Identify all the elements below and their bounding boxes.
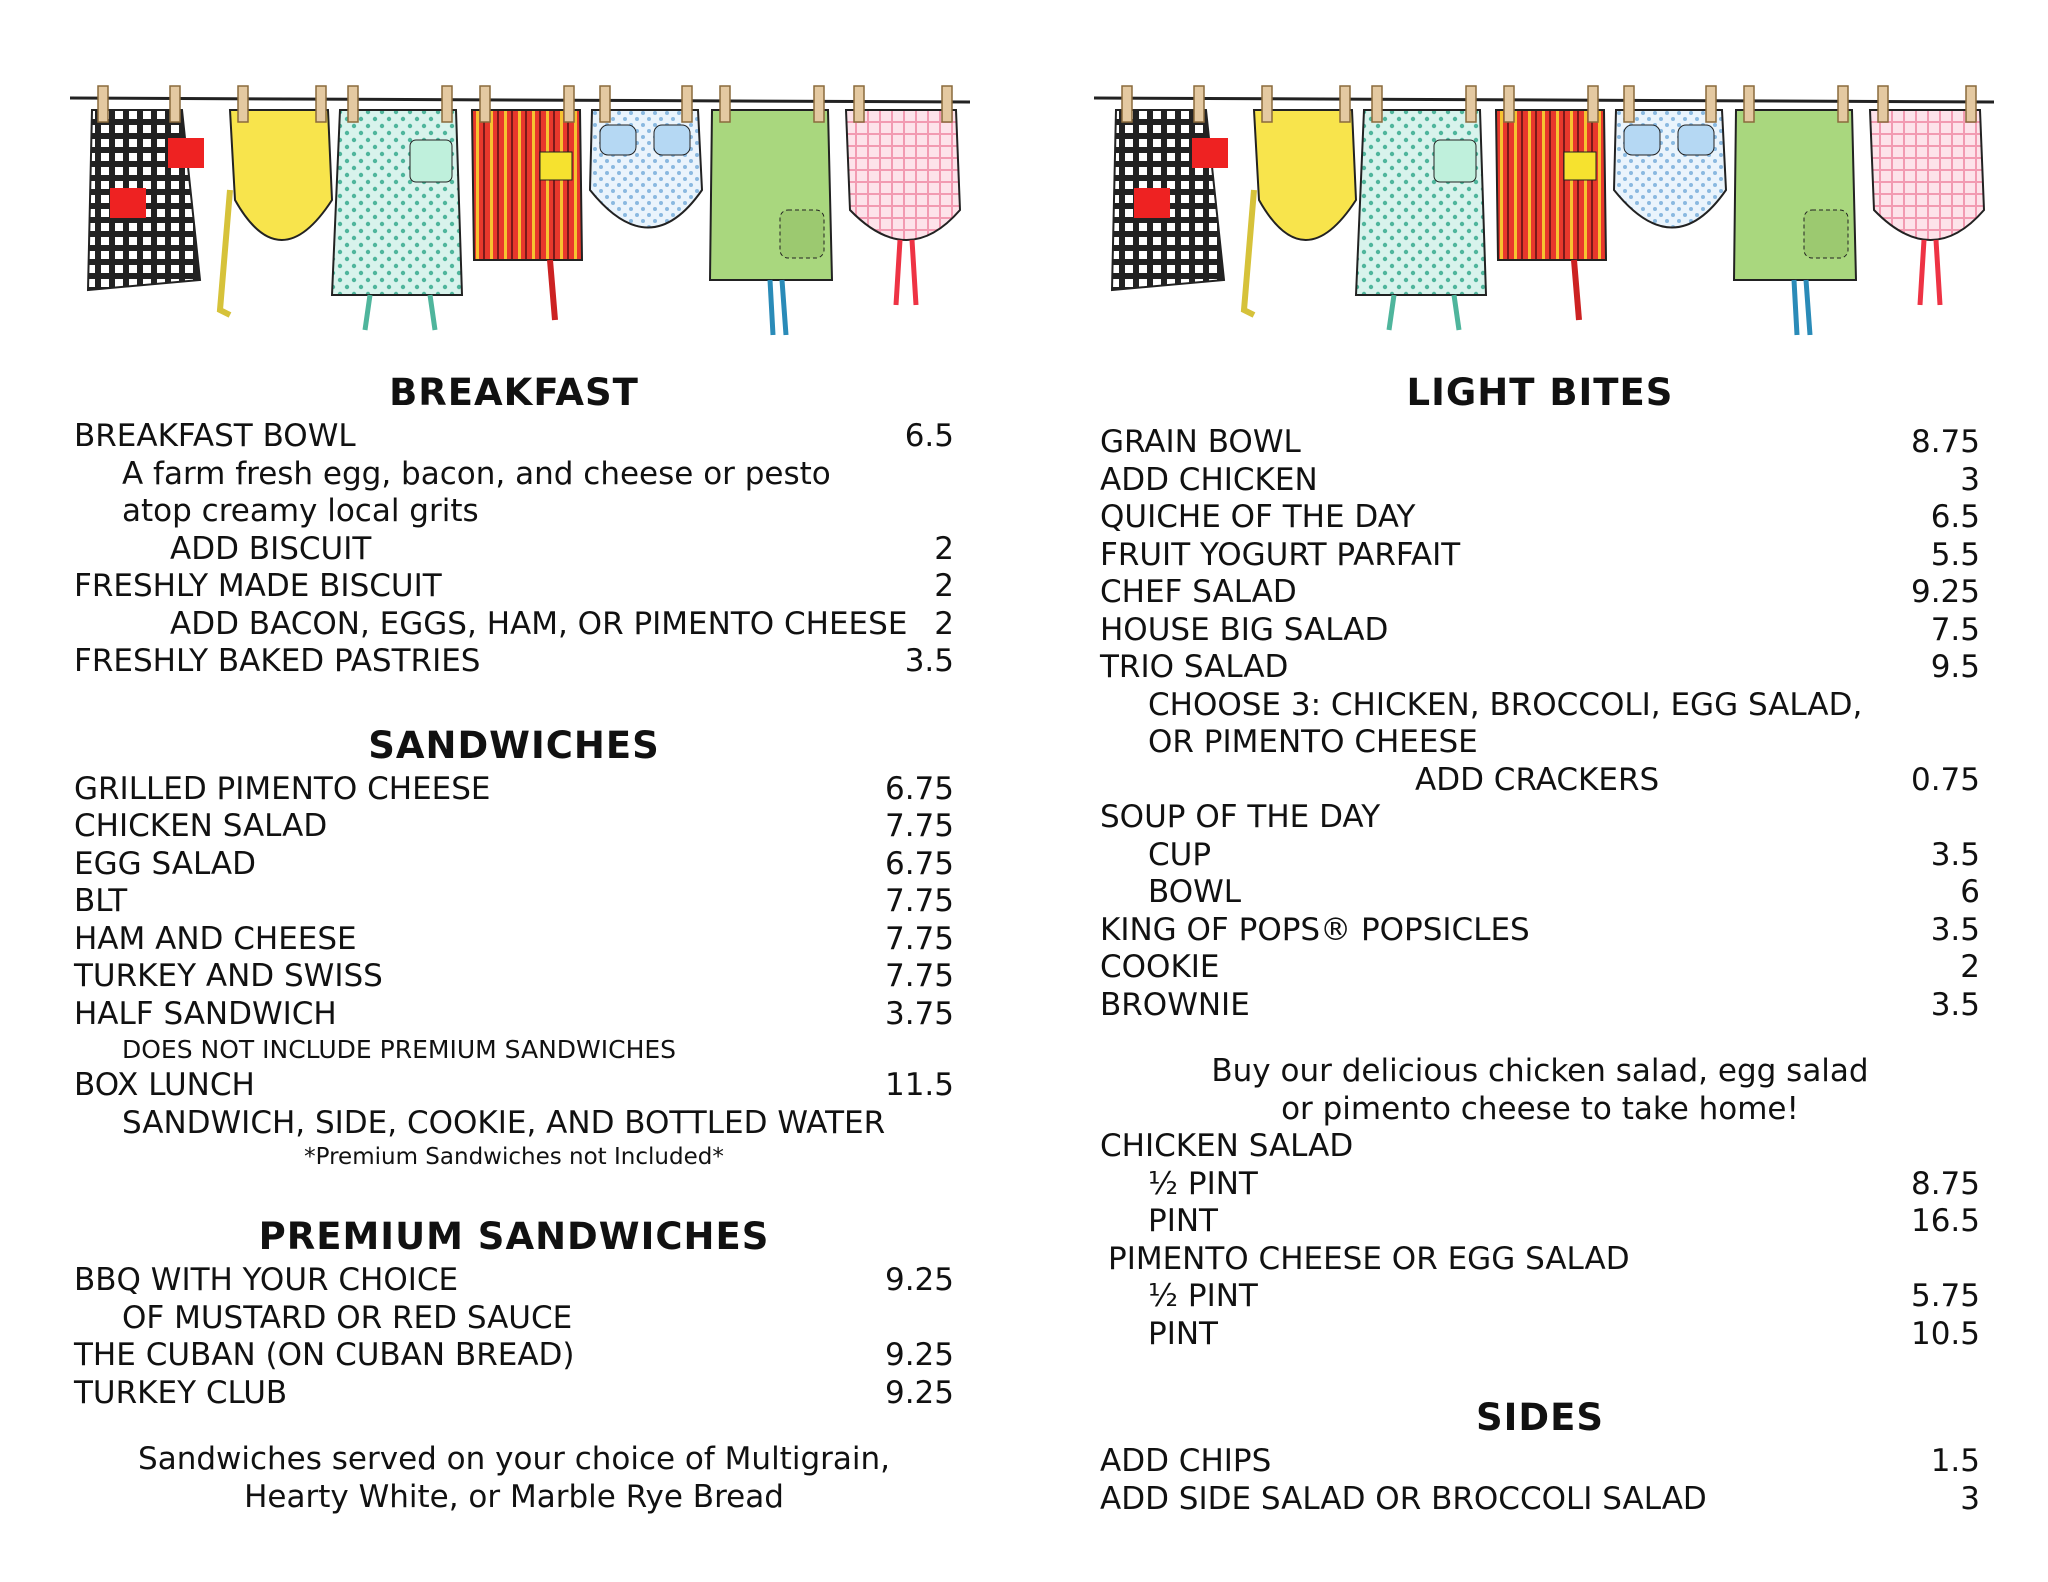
menu-item: BBQ WITH YOUR CHOICE 9.25: [74, 1262, 954, 1298]
menu-item-description: A farm fresh egg, bacon, and cheese or pesto: [122, 455, 831, 492]
bread-choice-note-line1: Sandwiches served on your choice of Multigrain,: [138, 1441, 890, 1477]
menu-item: QUICHE OF THE DAY 6.5: [1100, 499, 1980, 535]
menu-item: PIMENTO CHEESE OR EGG SALAD: [1108, 1240, 1630, 1277]
menu-item: SOUP OF THE DAY: [1100, 799, 1381, 835]
apron-clothesline-illustration: [1094, 80, 1994, 355]
menu-item: BROWNIE 3.5: [1100, 986, 1980, 1023]
section-title-sandwiches: SANDWICHES: [368, 723, 660, 767]
menu-item: ADD SIDE SALAD OR BROCCOLI SALAD 3: [1100, 1480, 1980, 1517]
menu-item: BLT 7.75: [74, 883, 954, 919]
menu-item: COOKIE 2: [1100, 949, 1980, 985]
menu-item: FRUIT YOGURT PARFAIT 5.5: [1100, 536, 1980, 573]
menu-item: THE CUBAN (ON CUBAN BREAD) 9.25: [74, 1337, 954, 1373]
menu-item: CHICKEN SALAD 7.75: [74, 808, 954, 844]
menu-item: HAM AND CHEESE 7.75: [74, 920, 954, 957]
menu-item-size: ½ PINT 5.75: [1148, 1278, 1980, 1314]
menu-item: BREAKFAST BOWL 6.5: [74, 418, 954, 454]
menu-item-size: PINT 16.5: [1148, 1203, 1980, 1239]
section-title-light-bites: LIGHT BITES: [1406, 371, 1674, 414]
apron-clothesline-illustration: [70, 80, 970, 355]
section-title-sides: SIDES: [1475, 1396, 1605, 1439]
menu-item: EGG SALAD 6.75: [74, 845, 954, 882]
menu-item: CHEF SALAD 9.25: [1100, 574, 1980, 610]
menu-item: BOX LUNCH 11.5: [74, 1067, 954, 1103]
menu-item-note: DOES NOT INCLUDE PREMIUM SANDWICHES: [122, 1035, 677, 1064]
take-home-note-line1: Buy our delicious chicken salad, egg salad: [1211, 1053, 1869, 1089]
menu-item: TURKEY CLUB 9.25: [74, 1374, 954, 1411]
menu-item-description: OR PIMENTO CHEESE: [1148, 724, 1478, 760]
section-title-breakfast: BREAKFAST: [389, 371, 639, 414]
menu-item: CHICKEN SALAD: [1100, 1128, 1354, 1164]
menu-item: FRESHLY MADE BISCUIT 2: [74, 568, 954, 604]
menu-item: HALF SANDWICH 3.75: [74, 995, 954, 1032]
menu-column-right: [1100, 370, 1980, 1518]
menu-item-addon: ADD BACON, EGGS, HAM, OR PIMENTO CHEESE 2: [170, 605, 954, 642]
bread-choice-note-line2: Hearty White, or Marble Rye Bread: [244, 1479, 784, 1515]
menu-item-description: CHOOSE 3: CHICKEN, BROCCOLI, EGG SALAD,: [1148, 686, 1863, 723]
menu-item-size: CUP 3.5: [1148, 836, 1980, 873]
section-title-premium-sandwiches: PREMIUM SANDWICHES: [258, 1215, 770, 1258]
menu-item-size: PINT 10.5: [1148, 1315, 1980, 1352]
menu-item-addon: ADD CRACKERS 0.75: [1415, 761, 1980, 798]
menu-item-description: atop creamy local grits: [122, 493, 479, 529]
menu-item-description: SANDWICH, SIDE, COOKIE, AND BOTTLED WATER: [122, 1104, 886, 1141]
menu-item-size: BOWL 6: [1148, 874, 1980, 910]
menu-item: GRAIN BOWL 8.75: [1100, 424, 1980, 460]
menu-column-left: [74, 370, 954, 1516]
menu-item-addon: ADD BISCUIT 2: [170, 530, 954, 567]
premium-excluded-note: *Premium Sandwiches not Included*: [304, 1144, 724, 1170]
menu-item-size: ½ PINT 8.75: [1148, 1165, 1980, 1202]
menu-item: ADD CHICKEN 3: [1100, 461, 1980, 498]
menu-item: ADD CHIPS 1.5: [1100, 1443, 1980, 1479]
take-home-note-line2: or pimento cheese to take home!: [1281, 1091, 1799, 1127]
menu-item: TRIO SALAD 9.5: [1100, 649, 1980, 685]
menu-item: GRILLED PIMENTO CHEESE 6.75: [74, 770, 954, 807]
menu-item: KING OF POPS® POPSICLES 3.5: [1100, 911, 1980, 948]
menu-item: HOUSE BIG SALAD 7.5: [1100, 611, 1980, 648]
menu-item: TURKEY AND SWISS 7.75: [74, 958, 954, 994]
menu-item-description: OF MUSTARD OR RED SAUCE: [122, 1299, 573, 1336]
menu-item: FRESHLY BAKED PASTRIES 3.5: [74, 643, 954, 679]
